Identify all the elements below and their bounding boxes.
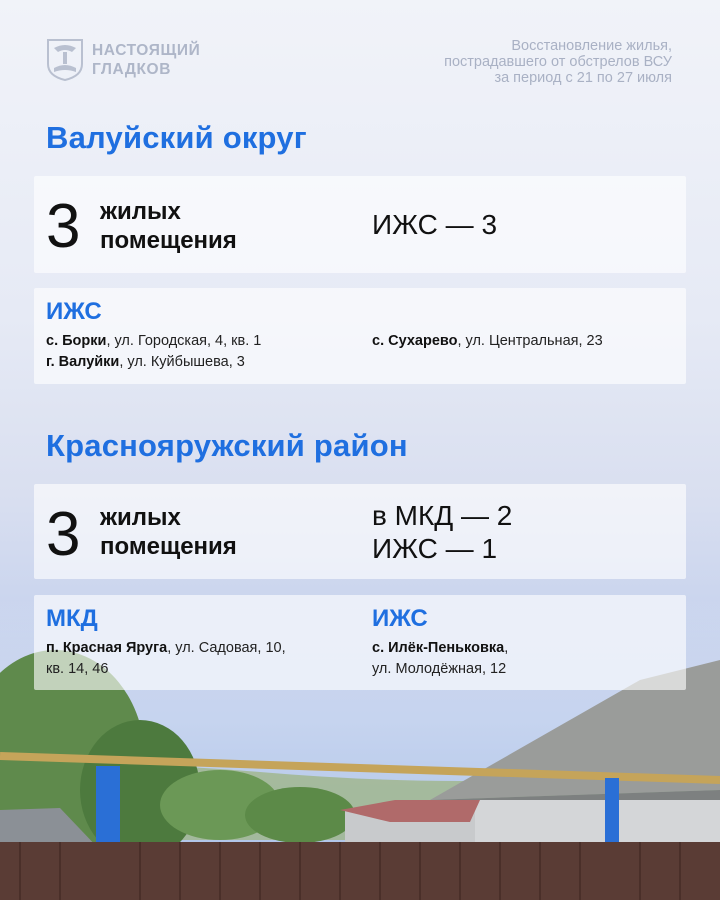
region-title-valuyki: Валуйский округ bbox=[46, 120, 307, 155]
belgorod-emblem-icon bbox=[46, 38, 84, 82]
address-item bbox=[372, 331, 603, 352]
address-street: , ул. Куйбышева, 3 bbox=[119, 354, 245, 370]
address-street: , ул. Садовая, 10, bbox=[167, 640, 286, 656]
region-title-krasnaya-yaruga: Краснояружский район bbox=[46, 428, 408, 463]
housing-type-izhs: ИЖС bbox=[372, 605, 428, 632]
summary-line-1: в МКД — 2 bbox=[372, 500, 513, 531]
address-item bbox=[46, 352, 245, 373]
address-place: с. Сухарево bbox=[372, 333, 458, 349]
address-item bbox=[46, 331, 261, 352]
dwelling-count: 3 bbox=[46, 192, 81, 261]
header-note-line2: пострадавшего от обстрелов ВСУ bbox=[444, 54, 672, 70]
dwelling-count-label-2: помещения bbox=[100, 227, 237, 254]
summary-card-krasnaya-yaruga bbox=[34, 484, 686, 579]
address-street: , bbox=[504, 640, 509, 656]
address-card-valuyki bbox=[34, 288, 686, 384]
address-place: п. Красная Яруга bbox=[46, 640, 168, 656]
address-place: с. Борки bbox=[46, 333, 107, 349]
dwelling-count-label-1: жилых bbox=[100, 504, 181, 531]
brand-name-line1: НАСТОЯЩИЙ bbox=[92, 42, 201, 59]
summary-line-2: ИЖС — 1 bbox=[372, 533, 498, 564]
brand-name bbox=[92, 41, 200, 79]
header-note-line3: за период с 21 по 27 июля bbox=[494, 70, 672, 86]
address-street: , ул. Центральная, 23 bbox=[457, 333, 603, 349]
brand-name-line2: ГЛАДКОВ bbox=[92, 61, 171, 78]
housing-type-izhs: ИЖС bbox=[46, 298, 102, 325]
address-item bbox=[46, 638, 286, 659]
summary-line-1: ИЖС — 3 bbox=[372, 209, 498, 240]
address-place: г. Валуйки bbox=[46, 354, 120, 370]
dwelling-count: 3 bbox=[46, 500, 81, 569]
brand-logo bbox=[46, 38, 200, 82]
address-street: , ул. Городская, 4, кв. 1 bbox=[106, 333, 262, 349]
address-line2: кв. 14, 46 bbox=[46, 661, 109, 677]
header-note-line1: Восстановление жилья, bbox=[511, 38, 672, 54]
address-item bbox=[372, 638, 508, 659]
dwelling-count-label-2: помещения bbox=[100, 533, 237, 560]
summary-card-valuyki bbox=[34, 176, 686, 273]
address-place: с. Илёк-Пеньковка bbox=[372, 640, 505, 656]
address-card-krasnaya-yaruga bbox=[34, 595, 686, 690]
address-line2: ул. Молодёжная, 12 bbox=[372, 661, 507, 677]
housing-type-mkd: МКД bbox=[46, 605, 98, 632]
dwelling-count-label-1: жилых bbox=[100, 198, 181, 225]
header-note bbox=[444, 38, 672, 86]
